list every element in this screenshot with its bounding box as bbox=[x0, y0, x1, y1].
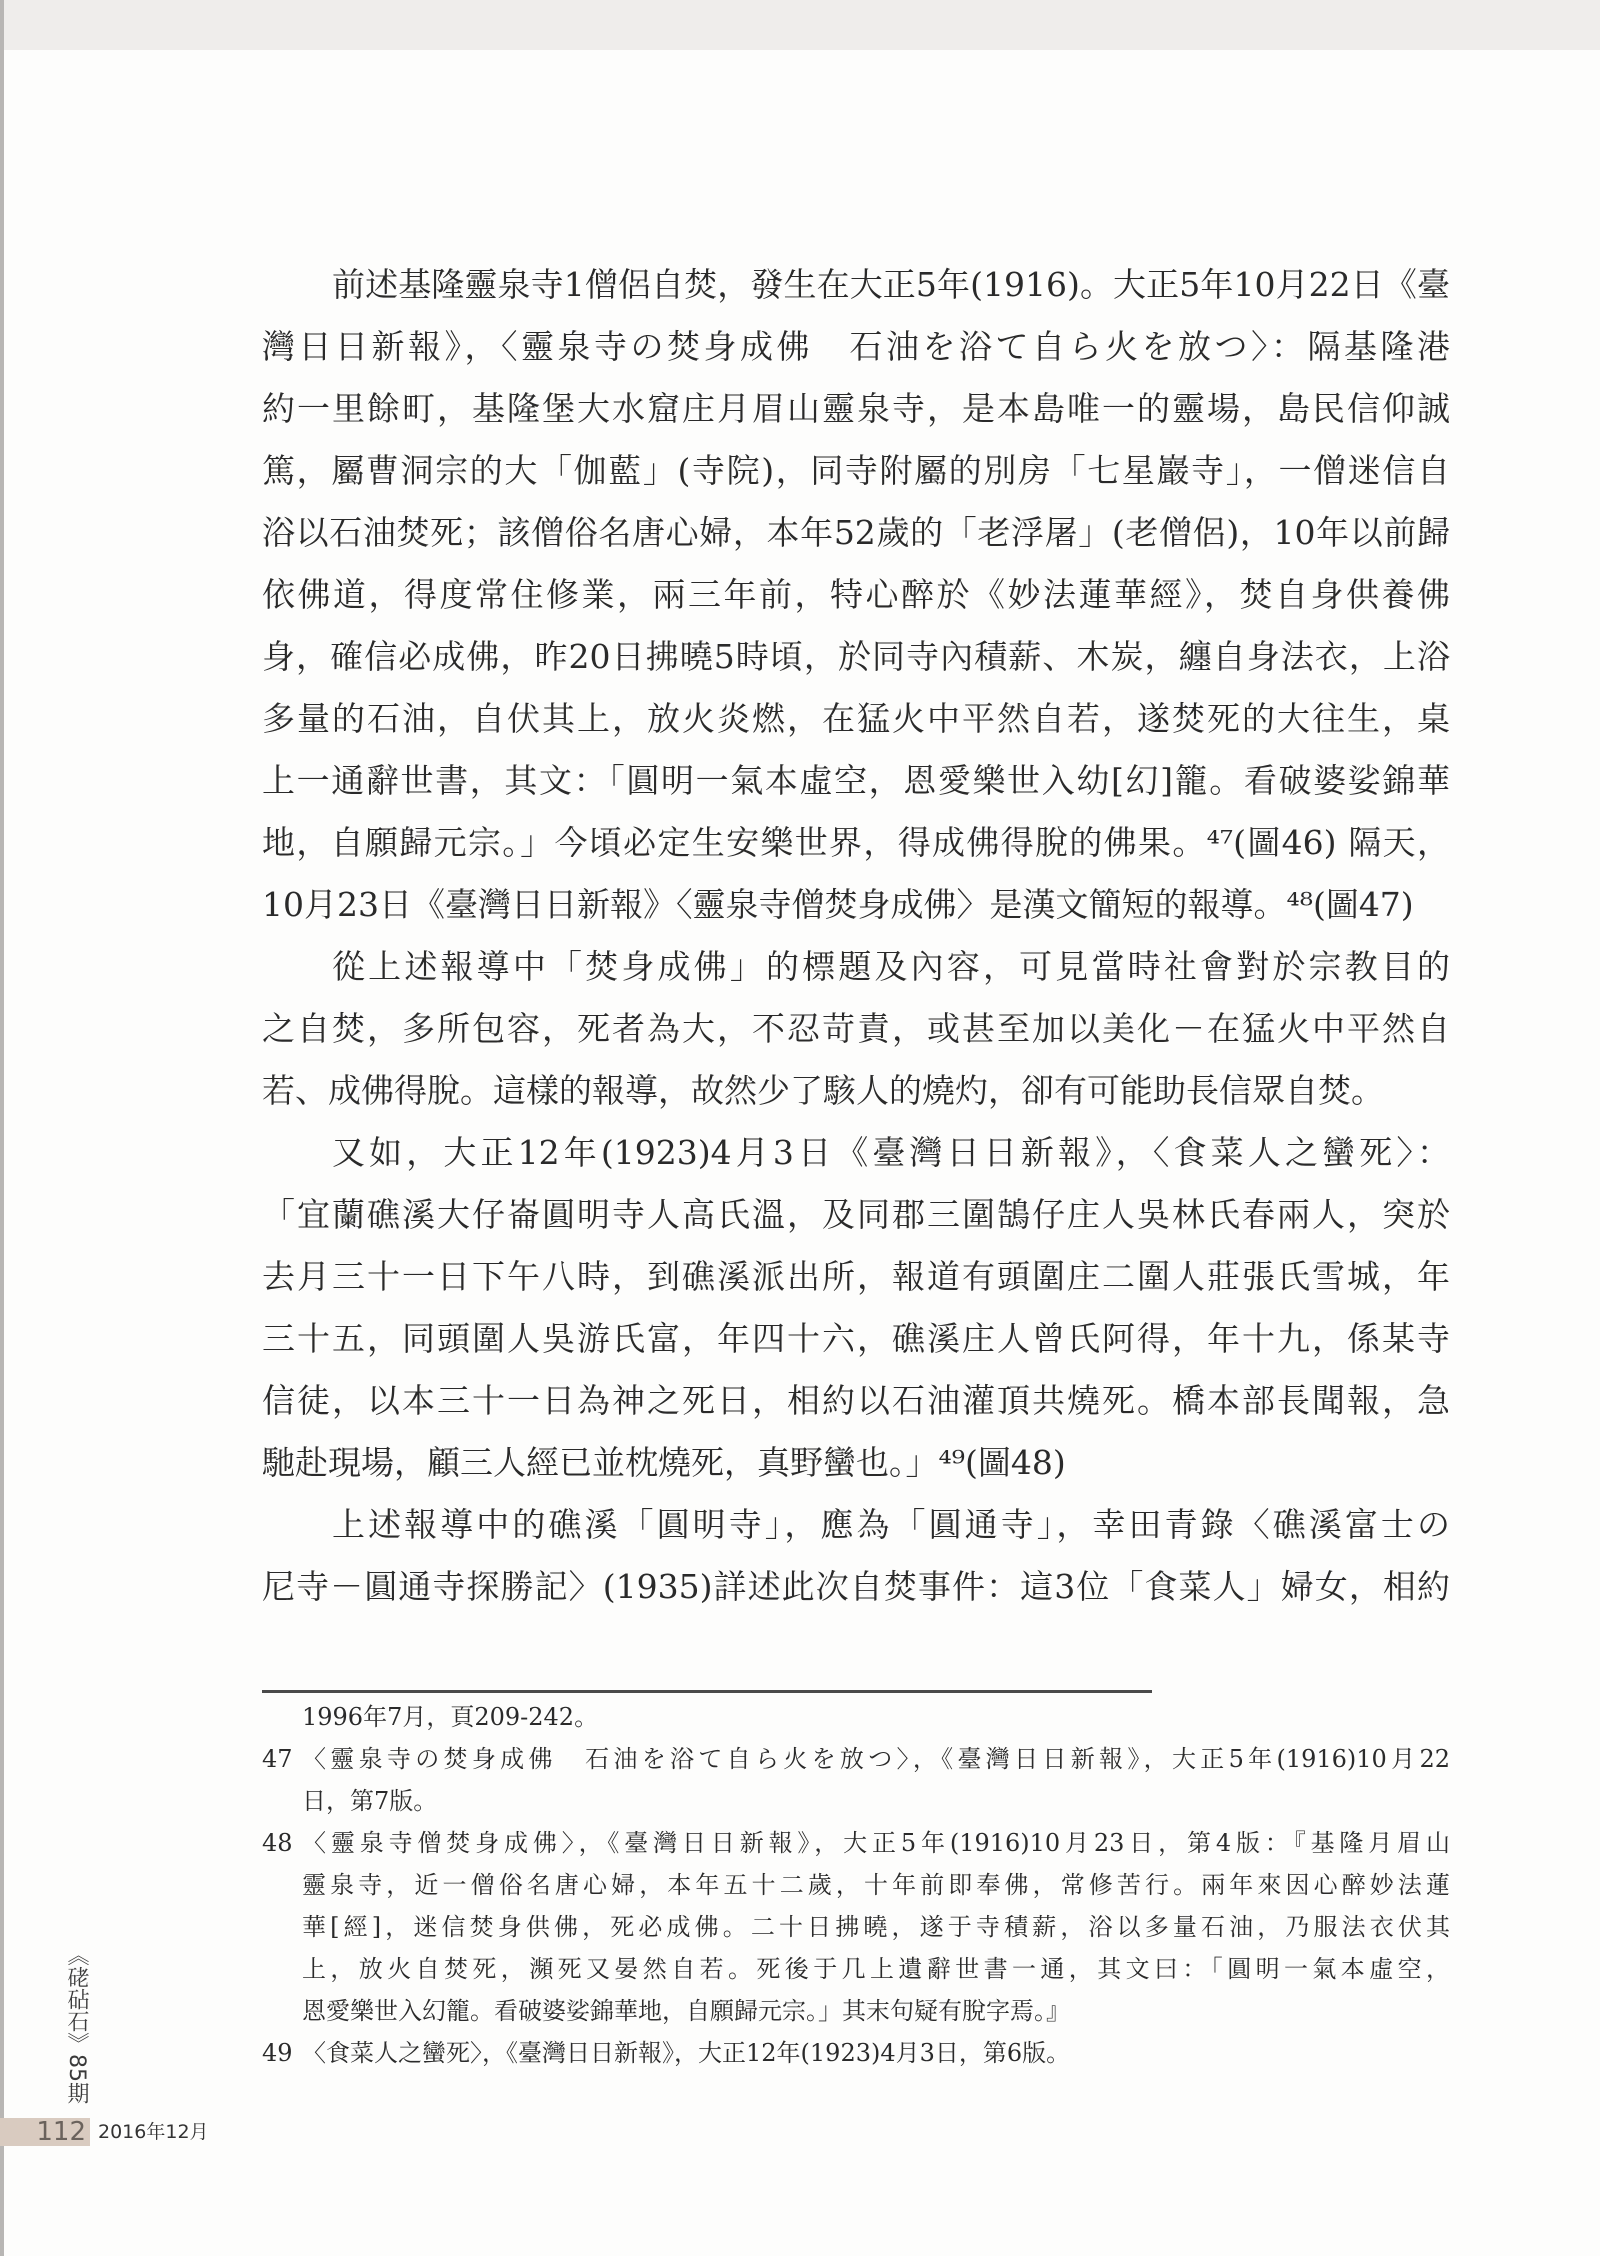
paragraph bbox=[262, 936, 1450, 1122]
footnote-line: 〈食菜人之蠻死〉，《臺灣日日新報》，大正12年(1923)4月3日，第6版。 bbox=[302, 2039, 1071, 2067]
footnote-line: 上，放火自焚死，瀕死又晏然自若。死後于几上遺辭世書一通，其文曰：「圓明一氣本虛空， bbox=[302, 1955, 1450, 1983]
footnote bbox=[262, 1696, 1450, 1738]
footnote-line: 1996年7月，頁209-242。 bbox=[302, 1703, 599, 1731]
text-line: 依佛道，得度常住修業，兩三年前，特心醉於《妙法蓮華經》，焚自身供養佛 bbox=[262, 575, 1450, 614]
text-line: 若、成佛得脫。這樣的報導，故然少了駭人的燒灼，卻有可能助長信眾自焚。 bbox=[262, 1071, 1384, 1110]
footnotes bbox=[262, 1696, 1450, 2074]
paragraph bbox=[262, 1122, 1450, 1494]
footnote-line: 恩愛樂世入幻籠。看破婆娑錦華地，自願歸元宗。」其末句疑有脫字焉。』 bbox=[302, 1997, 1070, 2025]
footnote-line: 華[經]，迷信焚身供佛，死必成佛。二十日拂曉，遂于寺積薪，浴以多量石油，乃服法衣伏其 bbox=[302, 1913, 1450, 1941]
text-line: 三十五，同頭圍人吳游氏富，年四十六，礁溪庄人曾氏阿得，年十九，係某寺 bbox=[262, 1319, 1450, 1358]
text-line: 身，確信必成佛，昨20日拂曉5時頃，於同寺內積薪、木炭，纏自身法衣，上浴 bbox=[262, 637, 1450, 676]
footnote-line: 〈靈泉寺僧焚身成佛〉，《臺灣日日新報》，大正5年(1916)10月23日，第4版：『基隆月眉山 bbox=[302, 1829, 1450, 1857]
text-line: 地，自願歸元宗。」今頃必定生安樂世界，得成佛得脫的佛果。⁴⁷(圖46) 隔天， bbox=[262, 823, 1450, 862]
page-number: 112 bbox=[0, 2118, 90, 2146]
footnote-separator bbox=[262, 1690, 1152, 1693]
footnote-line: 日，第7版。 bbox=[302, 1787, 438, 1815]
text-line: 前述基隆靈泉寺1僧侶自焚，發生在大正5年(1916)。大正5年10月22日《臺 bbox=[332, 265, 1450, 304]
footnote-number: 48 bbox=[262, 1829, 293, 1857]
paragraph bbox=[262, 254, 1450, 936]
text-line: 上述報導中的礁溪「圓明寺」，應為「圓通寺」，幸田青錄〈礁溪富士の bbox=[332, 1505, 1450, 1544]
footnote bbox=[262, 1738, 1450, 1822]
text-line: 約一里餘町，基隆堡大水窟庄月眉山靈泉寺，是本島唯一的靈場，島民信仰誠 bbox=[262, 389, 1450, 428]
main-text bbox=[262, 254, 1450, 1618]
footnote bbox=[262, 2032, 1450, 2074]
footnote-number: 49 bbox=[262, 2039, 293, 2067]
text-line: 篤，屬曹洞宗的大「伽藍」(寺院)，同寺附屬的別房「七星巖寺」，一僧迷信自 bbox=[262, 451, 1450, 490]
text-line: 浴以石油焚死；該僧俗名唐心婦，本年52歲的「老浮屠」(老僧侶)，10年以前歸 bbox=[262, 513, 1450, 552]
issue-date: 2016年12月 bbox=[98, 2121, 209, 2143]
text-line: 灣日日新報》，〈靈泉寺の焚身成佛 石油を浴て自ら火を放つ〉：隔基隆港 bbox=[262, 327, 1450, 366]
footnote-number bbox=[262, 1696, 302, 1738]
text-line: 從上述報導中「焚身成佛」的標題及內容，可見當時社會對於宗教目的 bbox=[332, 947, 1450, 986]
footnote-number: 47 bbox=[262, 1745, 293, 1773]
footnote bbox=[262, 1822, 1450, 2032]
text-line: 去月三十一日下午八時，到礁溪派出所，報道有頭圍庄二圍人莊張氏雪城，年 bbox=[262, 1257, 1450, 1296]
text-line: 多量的石油，自伏其上，放火炎燃，在猛火中平然自若，遂焚死的大往生，桌 bbox=[262, 699, 1450, 738]
text-line: 又如，大正12年(1923)4月3日《臺灣日日新報》，〈食菜人之蠻死〉： bbox=[332, 1133, 1450, 1172]
text-line: 馳赴現場，顧三人經已並枕燒死，真野蠻也。」⁴⁹(圖48) bbox=[262, 1443, 1066, 1482]
paragraph bbox=[262, 1494, 1450, 1618]
text-line: 之自焚，多所包容，死者為大，不忍苛責，或甚至加以美化－在猛火中平然自 bbox=[262, 1009, 1450, 1048]
footnote-line: 靈泉寺，近一僧俗名唐心婦，本年五十二歲，十年前即奉佛，常修苦行。兩年來因心醉妙法蓮 bbox=[302, 1871, 1450, 1899]
text-line: 10月23日《臺灣日日新報》〈靈泉寺僧焚身成佛〉是漢文簡短的報導。⁴⁸(圖47) bbox=[262, 885, 1414, 924]
journal-title-vertical: 《硓砧石》85期 bbox=[64, 1944, 89, 2104]
scan-top-strip bbox=[0, 0, 1600, 50]
text-line: 上一通辭世書，其文：「圓明一氣本虛空，恩愛樂世入幼[幻]籠。看破婆娑錦華 bbox=[262, 761, 1450, 800]
footnote-line: 〈靈泉寺の焚身成佛 石油を浴て自ら火を放つ〉，《臺灣日日新報》，大正5年(1916)10月22 bbox=[302, 1745, 1450, 1773]
scan-left-edge bbox=[0, 0, 4, 2256]
text-line: 「宜蘭礁溪大仔崙圓明寺人高氏溫，及同郡三圍鵠仔庄人吳林氏春兩人，突於 bbox=[262, 1195, 1450, 1234]
text-line: 尼寺－圓通寺探勝記〉(1935)詳述此次自焚事件：這3位「食菜人」婦女，相約 bbox=[262, 1567, 1450, 1606]
text-line: 信徒，以本三十一日為神之死日，相約以石油灌頂共燒死。橋本部長聞報，急 bbox=[262, 1381, 1450, 1420]
